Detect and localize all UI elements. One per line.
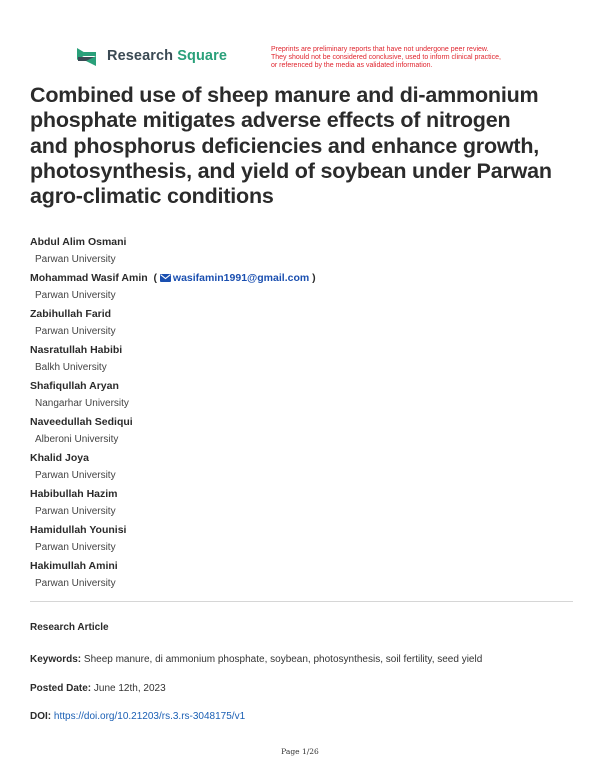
article-type-label: Research Article bbox=[30, 622, 109, 633]
author-affiliation: Parwan University bbox=[35, 470, 116, 481]
author-name: Mohammad Wasif Amin bbox=[30, 272, 148, 284]
author-name: Abdul Alim Osmani bbox=[30, 236, 127, 248]
author-entry bbox=[30, 341, 575, 377]
posted-date-row bbox=[30, 683, 166, 694]
title-line: photosynthesis, and yield of soybean under Parwan bbox=[30, 158, 552, 183]
disclaimer-line: or referenced by the media as validated information. bbox=[271, 62, 433, 69]
posted-date-label: Posted Date: bbox=[30, 683, 92, 694]
author-email-link[interactable] bbox=[160, 272, 309, 284]
section-divider bbox=[30, 601, 573, 602]
page-number: Page 1/26 bbox=[281, 747, 319, 756]
doi-label: DOI: bbox=[30, 711, 52, 722]
header bbox=[75, 45, 575, 77]
logo-text: Research Square bbox=[107, 48, 227, 64]
author-entry bbox=[30, 377, 575, 413]
keywords-label: Keywords: bbox=[30, 654, 82, 665]
author-affiliation: Parwan University bbox=[35, 542, 116, 553]
author-list bbox=[30, 233, 575, 593]
author-affiliation: Parwan University bbox=[35, 254, 116, 265]
author-name: Khalid Joya bbox=[30, 452, 89, 464]
author-entry bbox=[30, 449, 575, 485]
author-name: Hakimullah Amini bbox=[30, 560, 118, 572]
posted-date-value: June 12th, 2023 bbox=[93, 683, 166, 694]
research-square-logo-icon bbox=[75, 45, 99, 67]
author-entry bbox=[30, 557, 575, 593]
author-name: Shafiqullah Aryan bbox=[30, 380, 119, 392]
keywords-value: Sheep manure, di ammonium phosphate, soybean, photosynthesis, soil fertility, seed yield bbox=[83, 654, 483, 665]
author-entry bbox=[30, 485, 575, 521]
author-name-row: Mohammad Wasif Amin ( wasifamin1991@gmail.com ) bbox=[30, 272, 316, 284]
author-entry bbox=[30, 233, 575, 269]
author-name: Habibullah Hazim bbox=[30, 488, 118, 500]
author-affiliation: Parwan University bbox=[35, 290, 116, 301]
author-entry bbox=[30, 521, 575, 557]
paper-title bbox=[30, 83, 575, 209]
author-affiliation: Nangarhar University bbox=[35, 398, 129, 409]
author-name: Naveedullah Sediqui bbox=[30, 416, 133, 428]
author-email: wasifamin1991@gmail.com bbox=[172, 272, 310, 284]
author-entry bbox=[30, 305, 575, 341]
title-line: agro-climatic conditions bbox=[30, 184, 274, 209]
doi-link[interactable]: https://doi.org/10.21203/rs.3.rs-3048175/v1 bbox=[53, 711, 246, 722]
author-affiliation: Parwan University bbox=[35, 578, 116, 589]
author-affiliation: Parwan University bbox=[35, 326, 116, 337]
title-line: phosphate mitigates adverse effects of nitrogen bbox=[30, 108, 511, 133]
preprint-disclaimer bbox=[271, 46, 571, 70]
article-type bbox=[30, 622, 109, 633]
author-entry bbox=[30, 269, 575, 305]
disclaimer-line: They should not be considered conclusive, used to inform clinical practice, bbox=[271, 54, 501, 61]
author-affiliation: Parwan University bbox=[35, 506, 116, 517]
disclaimer-line: Preprints are preliminary reports that have not undergone peer review. bbox=[271, 46, 489, 53]
author-entry bbox=[30, 413, 575, 449]
doi-row bbox=[30, 711, 245, 722]
title-line: and phosphorus deficiencies and enhance growth, bbox=[30, 133, 540, 158]
author-affiliation: Alberoni University bbox=[35, 434, 119, 445]
research-square-logo[interactable] bbox=[75, 45, 227, 67]
keywords-row bbox=[30, 654, 482, 665]
author-name: Zabihullah Farid bbox=[30, 308, 112, 320]
title-line: Combined use of sheep manure and di-ammonium bbox=[30, 83, 539, 107]
author-name: Hamidullah Younisi bbox=[30, 524, 127, 536]
author-name: Nasratullah Habibi bbox=[30, 344, 123, 356]
author-affiliation: Balkh University bbox=[35, 362, 107, 373]
envelope-icon bbox=[160, 274, 171, 282]
